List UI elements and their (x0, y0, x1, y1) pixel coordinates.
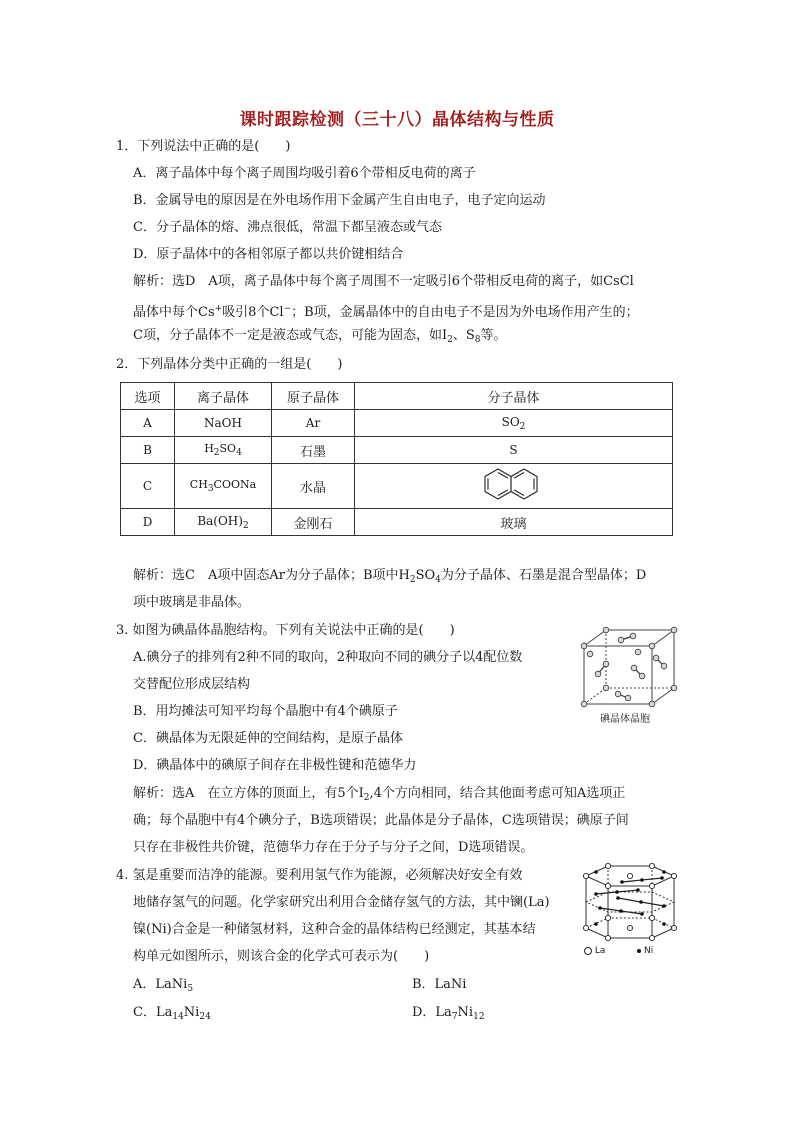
q4-stem-line3: 镍(Ni)合金是一种储氢材料，这种合金的晶体结构已经测定，其基本结 (133, 922, 536, 937)
q3-stem: 3. 如图为碘晶体晶胞结构。下列有关说法中正确的是( ) (116, 623, 455, 638)
q1-analysis-line1: 解析：选D A项，离子晶体中每个离子周围不一定吸引6个带相反电荷的离子，如CsCl (133, 274, 634, 289)
q3-analysis-line2: 确；每个晶胞中有4个碘分子，B选项错误；此晶体是分子晶体，C选项错误；碘原子间 (133, 813, 629, 828)
q3-analysis-line1: 解析：选A 在立方体的顶面上，有5个$I_2,4$个方向相同，结合其他面考虑可知A选项正 (133, 786, 626, 803)
q4-option-d: D．$La_7Ni_{12}$ (412, 1005, 485, 1022)
cell-ionic: NaOH (175, 410, 272, 437)
q1-analysis-line2: 晶体中每个Cs+吸引8个Cl−；B项，金属晶体中的自由电子不是因为外电场作用产生的； (133, 304, 639, 320)
q2-analysis-line2: 项中玻璃是非晶体。 (133, 595, 251, 610)
q1-option-a: A．离子晶体中每个离子周围均吸引着6个带相反电荷的离子 (133, 166, 476, 181)
figure-legend (584, 946, 653, 956)
ni-legend-label: Ni (644, 946, 654, 956)
figure-caption: 碘晶体晶胞 (600, 714, 650, 725)
q1-option-d: D．原子晶体中的各相邻原子都以共价键相结合 (133, 247, 404, 262)
la-legend-label: La (594, 946, 606, 956)
la-legend-icon (584, 947, 592, 955)
iodine-unit-cell-diagram (576, 624, 686, 710)
la-ni-crystal-figure (578, 862, 682, 962)
q4-stem-line2: 地储存氢气的问题。化学家研究出利用合金储存氢气的方法，其中镧(La) (133, 895, 550, 910)
q4-stem-line4: 构单元如图所示，则该合金的化学式可表示为( ) (133, 949, 430, 964)
cell-opt: B (121, 437, 175, 464)
table-row (121, 509, 673, 536)
q3-analysis-line3: 只存在非极性共价键，范德华力存在于分子与分子之间，D选项错误。 (133, 840, 534, 855)
cell-atomic: 金刚石 (272, 509, 355, 536)
cell-molecular: $SO_2$ (355, 410, 673, 437)
cell-atomic: 石墨 (272, 437, 355, 464)
q3-option-c: C．碘晶体为无限延伸的空间结构，是原子晶体 (133, 731, 403, 746)
q3-option-d: D．碘晶体中的碘原子间存在非极性键和范德华力 (133, 758, 417, 773)
q4-option-b: B．LaNi (412, 977, 467, 992)
header-atomic: 原子晶体 (272, 383, 355, 410)
q2-stem: 2．下列晶体分类中正确的一组是( ) (116, 357, 343, 372)
q1-stem: 1．下列说法中正确的是( ) (116, 139, 291, 154)
q1-option-b: B．金属导电的原因是在外电场作用下金属产生自由电子，电子定向运动 (133, 193, 546, 208)
header-ionic: 离子晶体 (175, 383, 272, 410)
classification-table (120, 382, 673, 536)
header-option: 选项 (121, 383, 175, 410)
page-title: 课时跟踪检测（三十八）晶体结构与性质 (239, 110, 555, 130)
naphthalene-structure-icon (482, 467, 546, 501)
cell-ionic: $H_2SO_4$ (175, 437, 272, 464)
q3-option-b: B．用均摊法可知平均每个晶胞中有4个碘原子 (133, 704, 398, 719)
q1-option-c: C．分子晶体的熔、沸点很低，常温下都呈液态或气态 (133, 220, 442, 235)
cell-molecular: S (355, 437, 673, 464)
cell-ionic: $Ba(OH)_2$ (175, 509, 272, 536)
table-row (121, 410, 673, 437)
header-molecular: 分子晶体 (355, 383, 673, 410)
cell-molecular (355, 464, 673, 509)
q1-analysis-line3: C项，分子晶体不一定是液态或气态，可能为固态，如$I_2$、$S_8$等。 (133, 328, 507, 345)
q4-option-a: A．LaNi$_5$ (133, 977, 194, 994)
cell-molecular: 玻璃 (355, 509, 673, 536)
la-ni-hexagonal-structure (578, 862, 682, 944)
cell-atomic: 水晶 (272, 464, 355, 509)
table-row (121, 464, 673, 509)
cell-opt: A (121, 410, 175, 437)
q2-analysis-line1: 解析：选C A项中固态Ar为分子晶体；B项中$H_2SO_4$为分子晶体、石墨是混合型晶体；D (133, 568, 647, 585)
q3-option-a: A.碘分子的排列有2种不同的取向，2种取向不同的碘分子以4配位数 (133, 650, 523, 665)
cell-ionic: $CH_3COONa$ (175, 464, 272, 509)
cell-opt: D (121, 509, 175, 536)
iodine-unit-cell-figure (576, 624, 686, 724)
table-header-row (121, 383, 673, 410)
cell-atomic: Ar (272, 410, 355, 437)
q4-option-c: C．$La_{14}Ni_{24}$ (133, 1005, 211, 1022)
q4-stem-line1: 4. 氢是重要而洁净的能源。要利用氢气作为能源，必须解决好安全有效 (116, 868, 523, 883)
cell-opt: C (121, 464, 175, 509)
ni-legend-icon (637, 949, 641, 953)
q3-option-a-cont: 交替配位形成层结构 (133, 677, 251, 692)
table-row (121, 437, 673, 464)
